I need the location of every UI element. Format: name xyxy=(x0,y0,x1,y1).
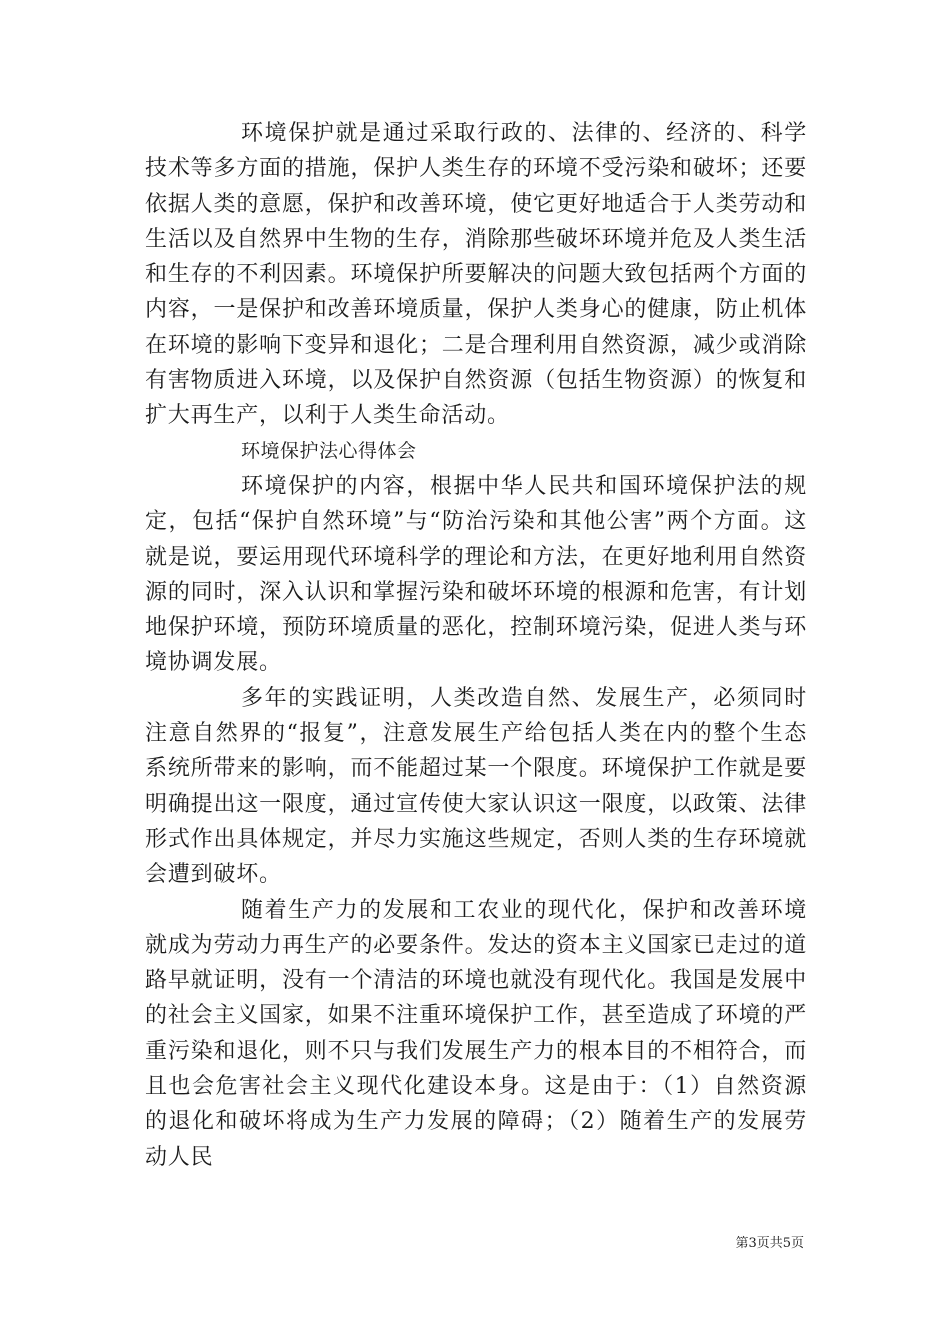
paragraph-environment-protection-content: 环境保护的内容，根据中华人民共和国环境保护法的规定，包括“保护自然环境”与“防治污染和其他公害”两个方面。这就是说，要运用现代环境科学的理论和方法，在更好地利用自然资源的同时，深入认识和掌握污染和破坏环境的根源和危害，有计划地保护环境，预防环境质量的恶化，控制环境污染，促进人类与环境协调发展。 xyxy=(145,473,807,676)
page-number-footer: 第3页共5页 xyxy=(735,1236,804,1251)
paragraph-environment-protection-definition: 环境保护就是通过采取行政的、法律的、经济的、科学技术等多方面的措施，保护人类生存的环境不受污染和破坏；还要依据人类的意愿，保护和改善环境，使它更好地适合于人类劳动和生活以及自然界中生物的生存，消除那些破坏环境并危及人类生活和生存的不利因素。环境保护所要解决的问题大致包括两个方面的内容，一是保护和改善环境质量，保护人类身心的健康，防止机体在环境的影响下变异和退化；二是合理利用自然资源，减少或消除有害物质进入环境，以及保护自然资源（包括生物资源）的恢复和扩大再生产，以利于人类生命活动。 xyxy=(145,121,807,429)
section-heading: 环境保护法心得体会 xyxy=(241,439,417,462)
paragraph-productivity-development: 随着生产力的发展和工农业的现代化，保护和改善环境就成为劳动力再生产的必要条件。发达的资本主义国家已走过的道路早就证明，没有一个清洁的环境也就没有现代化。我国是发展中的社会主义国家，如果不注重环境保护工作，甚至造成了环境的严重污染和退化，则不只与我们发展生产力的根本目的不相符合，而且也会危害社会主义现代化建设本身。这是由于：（1）自然资源的退化和破坏将成为生产力发展的障碍；（2）随着生产的发展劳动人民 xyxy=(145,897,807,1170)
paragraph-practice-proves: 多年的实践证明，人类改造自然、发展生产，必须同时注意自然界的“报复”，注意发展生产给包括人类在内的整个生态系统所带来的影响，而不能超过某一个限度。环境保护工作就是要明确提出这一限度，通过宣传使大家认识这一限度，以政策、法律形式作出具体规定，并尽力实施这些规定，否则人类的生存环境就会遭到破坏。 xyxy=(145,685,807,888)
document-body xyxy=(145,116,807,1175)
